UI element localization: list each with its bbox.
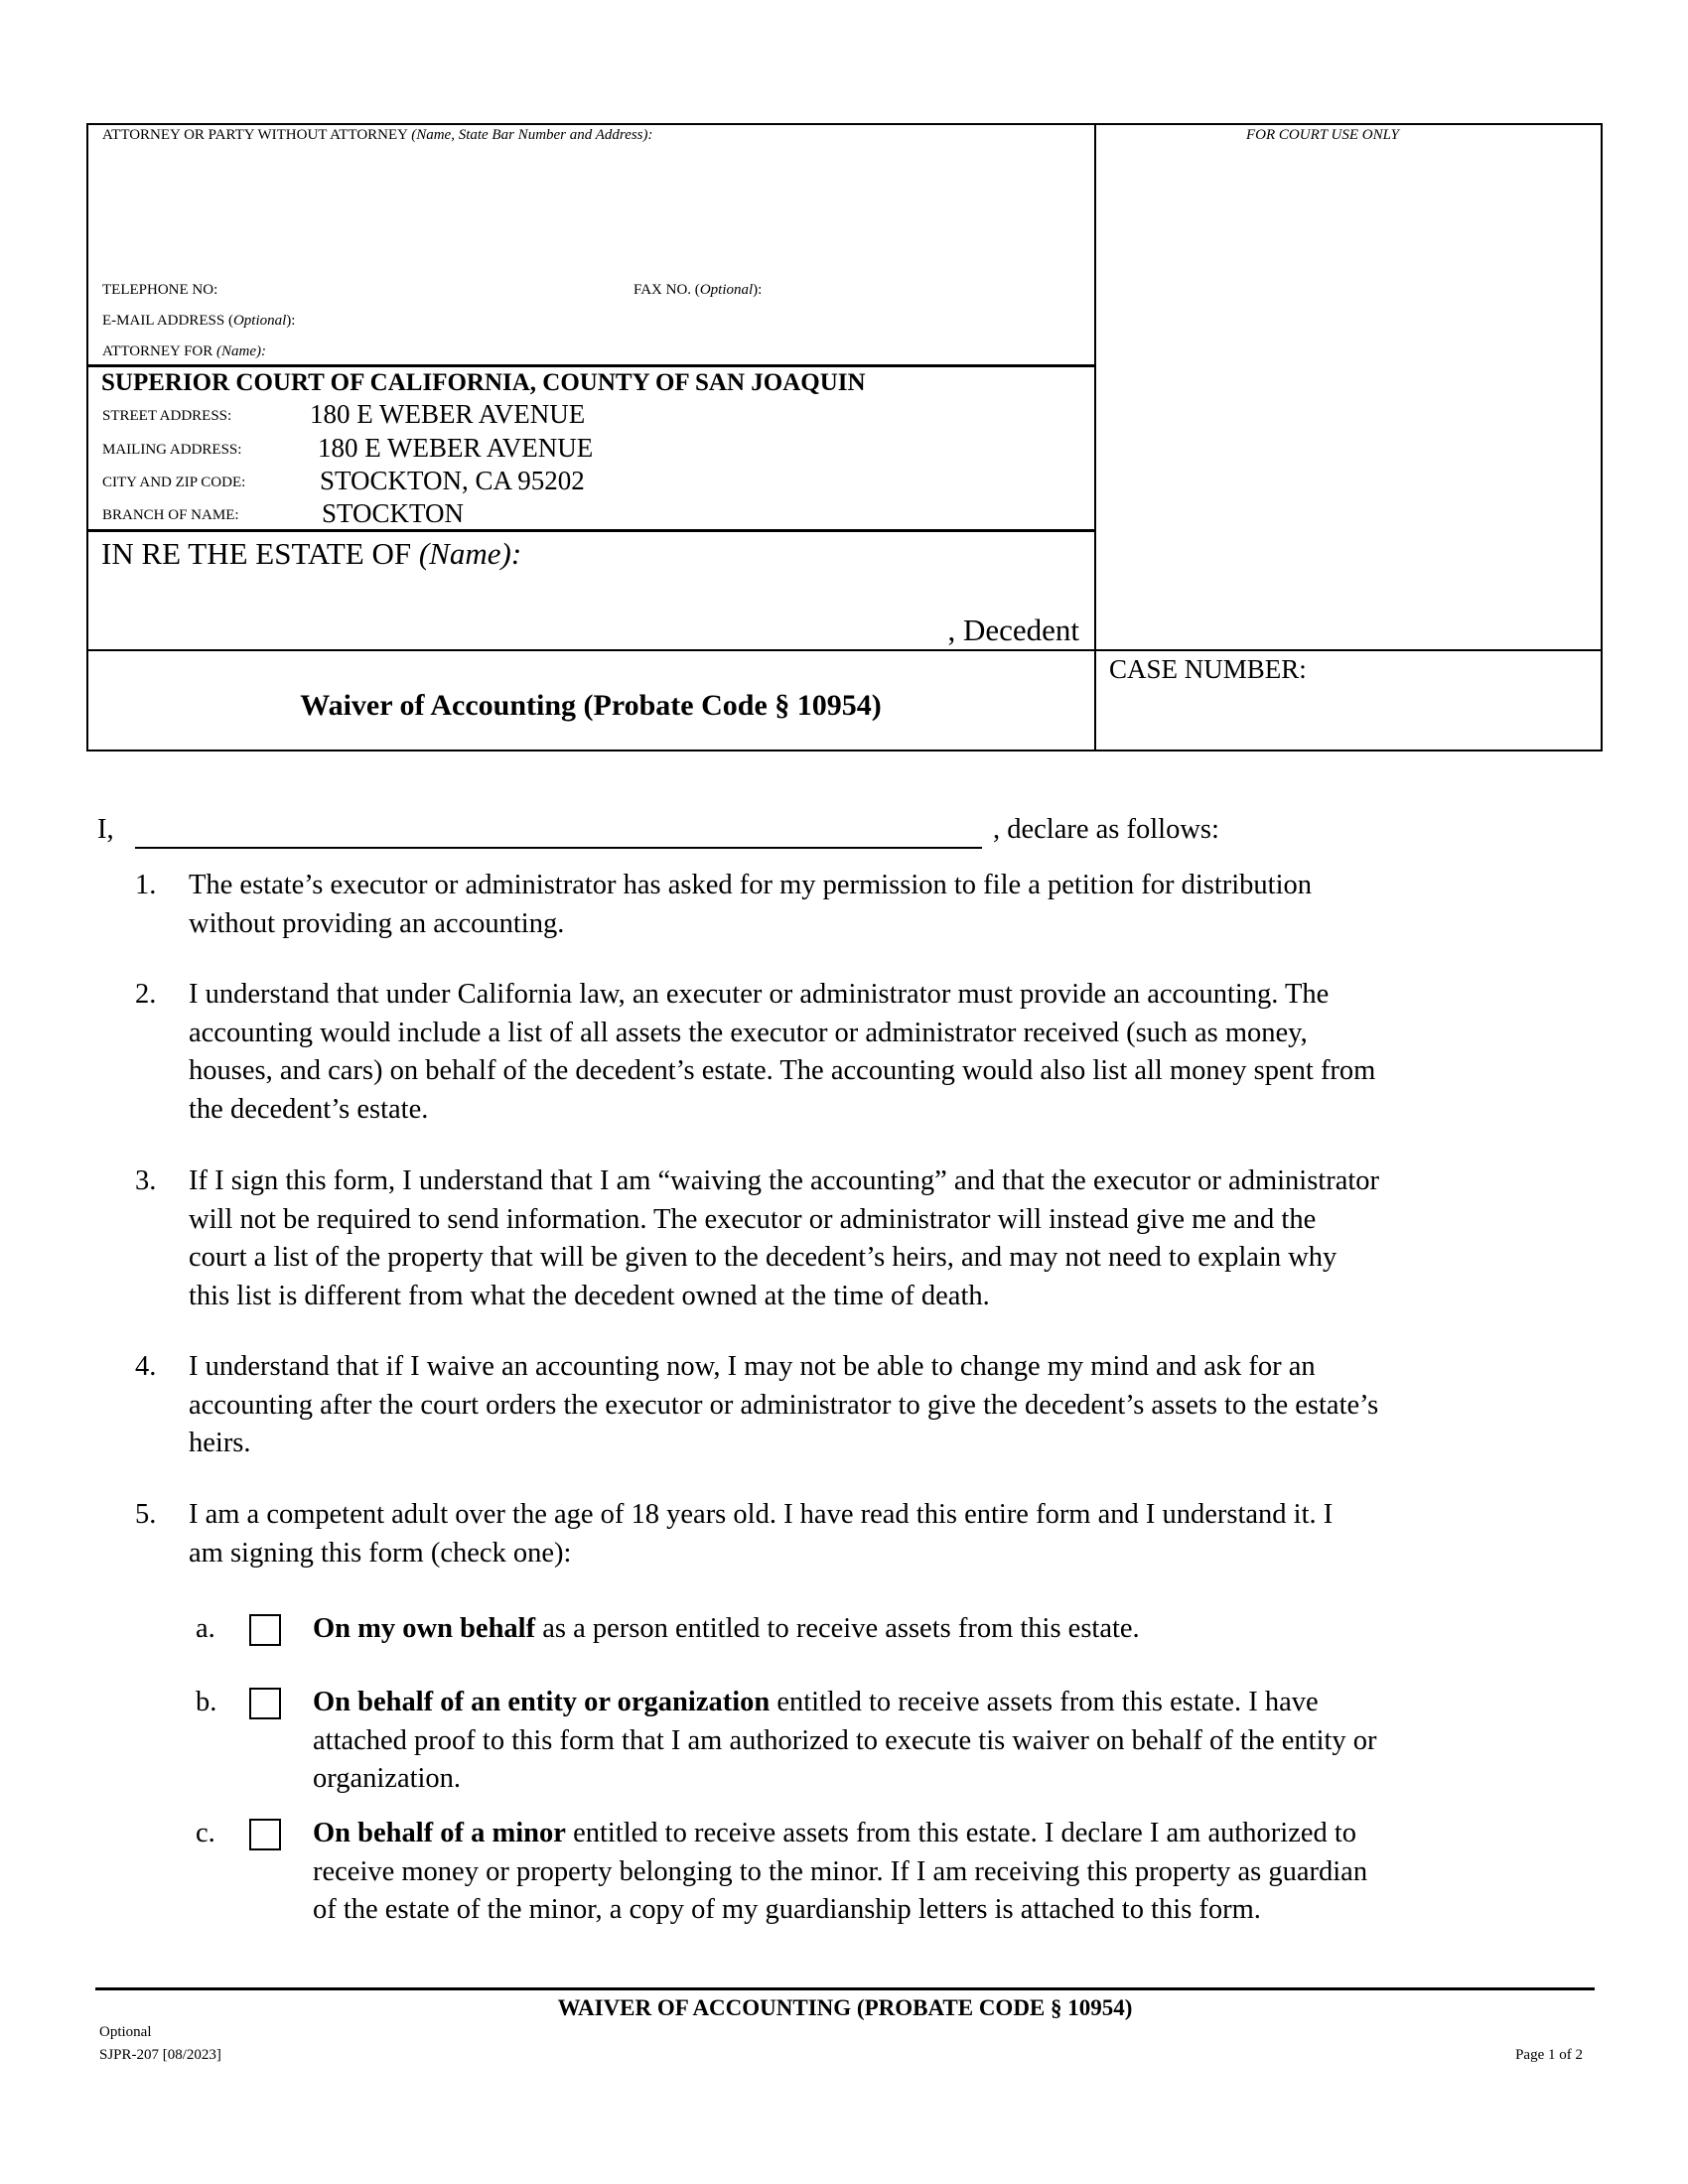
label-note: Optional [699, 282, 754, 298]
label-text: ): [286, 313, 296, 329]
item-number: 5. [135, 1499, 157, 1530]
city-label: CITY AND ZIP CODE: [102, 475, 246, 490]
list-item [189, 976, 1375, 1129]
list-item [189, 1162, 1379, 1315]
option-line: receive money or property belonging to the minor. If I am receiving this property as guardian [313, 1855, 1368, 1887]
item-line: heirs. [189, 1428, 251, 1458]
email-field[interactable] [102, 313, 295, 330]
court-name: SUPERIOR COURT OF CALIFORNIA, COUNTY OF SAN JOAQUIN [101, 369, 866, 396]
option-line: organization. [313, 1763, 462, 1794]
footer-title: WAIVER OF ACCOUNTING (PROBATE CODE § 10954) [557, 1995, 1133, 2020]
divider [86, 364, 1095, 367]
item-line: court a list of the property that will be given to the decedent’s heirs, and may not need to explain why [189, 1242, 1337, 1273]
mailing-label: MAILING ADDRESS: [102, 442, 242, 458]
option-first-line [313, 1610, 1140, 1649]
telephone-field[interactable]: TELEPHONE NO: [102, 282, 218, 298]
option-first-line [313, 1684, 1377, 1722]
item-line: The estate’s executor or administrator has asked for my permission to file a petition for distribution [189, 870, 1313, 900]
option-first-line [313, 1815, 1367, 1853]
option-checkbox[interactable] [249, 1688, 281, 1719]
footer-rule [95, 1987, 1595, 1990]
attorney-for-field[interactable] [102, 343, 266, 360]
intro-end: , declare as follows: [993, 814, 1219, 845]
estate-label [101, 536, 521, 572]
label-note: (Name): [216, 343, 266, 359]
label-note: (Name): [418, 536, 522, 571]
item-line: houses, and cars) on behalf of the decedent’s estate. The accounting would also list all money spent from [189, 1055, 1376, 1086]
option-letter: c. [196, 1818, 215, 1848]
item-line: this list is different from what the decedent owned at the time of death. [189, 1280, 990, 1311]
street-value: 180 E WEBER AVENUE [310, 399, 586, 429]
item-line: am signing this form (check one): [189, 1537, 572, 1569]
item-line: I am a competent adult over the age of 18 years old. I have read this entire form and I understand it. I [189, 1499, 1334, 1530]
footer-optional: Optional [99, 2024, 152, 2040]
list-item [189, 1348, 1378, 1463]
fax-field[interactable] [633, 282, 762, 299]
divider [86, 529, 1095, 532]
label-note: (Name, State Bar Number and Address): [411, 127, 653, 143]
item-line: will not be required to send information. The executor or administrator will instead give me and the [189, 1203, 1317, 1235]
label-text: ATTORNEY FOR [102, 343, 217, 359]
caption-box [86, 123, 1603, 751]
option-rest: entitled to receive assets from this estate. I declare I am authorized to [565, 1818, 1357, 1848]
list-item [189, 867, 1312, 943]
option-rest: as a person entitled to receive assets from this estate. [535, 1613, 1140, 1644]
option-letter: b. [196, 1687, 217, 1717]
footer-page: Page 1 of 2 [1515, 2047, 1583, 2063]
option-checkbox[interactable] [249, 1614, 281, 1646]
item-number: 1. [135, 870, 157, 900]
option-checkbox[interactable] [249, 1819, 281, 1850]
divider [86, 649, 1603, 651]
label-text: E-MAIL ADDRESS ( [102, 313, 233, 329]
court-use-label: FOR COURT USE ONLY [1246, 127, 1400, 143]
item-number: 4. [135, 1351, 157, 1382]
street-label: STREET ADDRESS: [102, 408, 232, 424]
item-line: I understand that under California law, an executer or administrator must provide an accounting. The [189, 979, 1330, 1010]
label-text: FAX NO. ( [633, 282, 700, 298]
list-item [189, 1496, 1333, 1572]
item-line: accounting after the court orders the executor or administrator to give the decedent’s assets to the estate’s [189, 1389, 1379, 1421]
item-line: If I sign this form, I understand that I am “waiving the accounting” and that the executor or administrator [189, 1165, 1380, 1196]
branch-label: BRANCH OF NAME: [102, 507, 239, 523]
city-value: STOCKTON, CA 95202 [320, 466, 585, 495]
item-line: without providing an accounting. [189, 907, 565, 939]
option-text [313, 1815, 1367, 1930]
option-bold: On behalf of a minor [313, 1818, 566, 1848]
intro-start: I, [97, 814, 114, 845]
item-number: 2. [135, 979, 157, 1010]
option-bold: On my own behalf [313, 1613, 536, 1644]
column-divider [1094, 123, 1096, 751]
form-title: Waiver of Accounting (Probate Code § 10954) [300, 689, 882, 722]
branch-value: STOCKTON [322, 498, 465, 528]
option-line: attached proof to this form that I am authorized to execute tis waiver on behalf of the entity or [313, 1724, 1377, 1756]
label-note: Optional [232, 313, 287, 329]
item-line: I understand that if I waive an accounting now, I may not be able to change my mind and ask for an [189, 1351, 1316, 1382]
case-number-label: CASE NUMBER: [1109, 654, 1307, 684]
label-text: ATTORNEY OR PARTY WITHOUT ATTORNEY [102, 127, 408, 143]
option-text [313, 1610, 1140, 1649]
label-text: IN RE THE ESTATE OF [101, 536, 419, 571]
mailing-value: 180 E WEBER AVENUE [318, 433, 594, 463]
item-line: the decedent’s estate. [189, 1093, 429, 1125]
declarant-name-field[interactable] [135, 847, 982, 849]
option-bold: On behalf of an entity or organization [313, 1687, 771, 1717]
item-number: 3. [135, 1165, 157, 1196]
option-text [313, 1684, 1377, 1799]
decedent-label: , Decedent [947, 613, 1079, 647]
attorney-label [102, 127, 653, 144]
option-line: of the estate of the minor, a copy of my guardianship letters is attached to this form. [313, 1894, 1261, 1925]
footer-form-id: SJPR-207 [08/2023] [99, 2047, 221, 2063]
label-text: ): [753, 282, 763, 298]
option-rest: entitled to receive assets from this estate. I have [770, 1687, 1319, 1717]
item-line: accounting would include a list of all assets the executor or administrator received (such as money, [189, 1017, 1308, 1048]
option-letter: a. [196, 1613, 215, 1644]
